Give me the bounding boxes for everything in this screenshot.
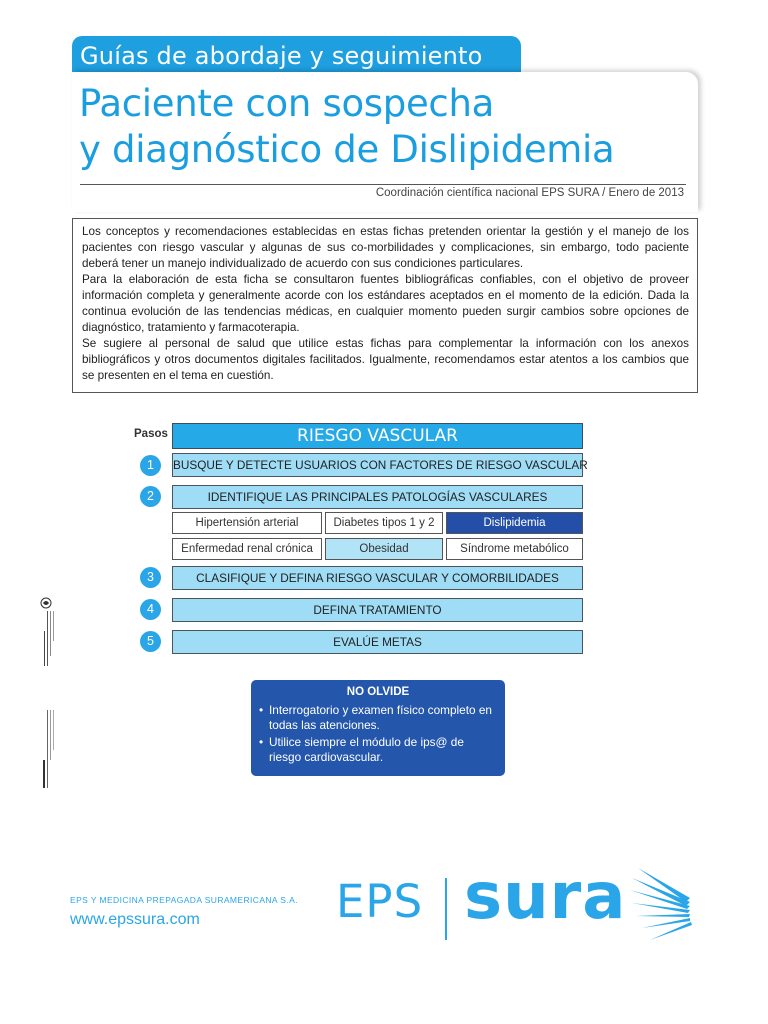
pathology-renal: Enfermedad renal crónica bbox=[172, 538, 322, 560]
pathology-metabolic-syndrome: Síndrome metabólico bbox=[446, 538, 583, 560]
page-title-line-1: Paciente con sospecha bbox=[79, 82, 494, 125]
step-1-badge: 1 bbox=[140, 455, 161, 476]
footer-website-link[interactable]: www.epssura.com bbox=[70, 911, 200, 928]
vigilado-supersalud-stamp bbox=[34, 596, 60, 672]
vigilado-superfinanciera-stamp bbox=[34, 708, 60, 792]
logo-separator bbox=[445, 878, 447, 940]
step-2-box: IDENTIFIQUE LAS PRINCIPALES PATOLOGÍAS VASCULARES bbox=[172, 485, 583, 509]
step-2-badge: 2 bbox=[140, 486, 161, 507]
reminder-item: • Utilice siempre el módulo de ips@ de riesgo cardiovascular. bbox=[259, 735, 497, 765]
step-4-badge: 4 bbox=[140, 599, 161, 620]
intro-paragraph-1: Los conceptos y recomendaciones establecidas en estas fichas pretenden orientar la gestión y el manejo de los pacientes con riesgo vascular y algunas de sus co-morbilidades y complicaciones, sin embargo, todo paciente deberá tener un manejo individualizado de acuerdo con sus condiciones particulares. bbox=[82, 225, 689, 270]
step-1-box: BUSQUE Y DETECTE USUARIOS CON FACTORES DE RIESGO VASCULAR bbox=[172, 453, 583, 477]
title-panel bbox=[72, 72, 698, 212]
vascular-risk-header: RIESGO VASCULAR bbox=[172, 423, 583, 449]
steps-label: Pasos bbox=[134, 428, 168, 440]
title-divider bbox=[80, 184, 686, 185]
pathology-obesity: Obesidad bbox=[325, 538, 443, 560]
reminder-item: • Interrogatorio y examen físico completo en todas las atenciones. bbox=[259, 703, 497, 733]
intro-paragraph-3: Se sugiere al personal de salud que utilice estas fichas para complementar la información con los anexos bibliográficos y otros documentos digitales facilitados. Igualmente, recomendamos estar atentos a los cambios que se presenten en el tema en cuestión. bbox=[82, 337, 689, 382]
intro-paragraph-2: Para la elaboración de esta ficha se consultaron fuentes bibliográficas confiables, con el objetivo de proveer información completa y generalmente acorde con los estándares aceptados en el momento de la edición. Dada la continua evolución de las tendencias médicas, en cualquier momento pueden surgir cambios sobre opciones de diagnóstico, tratamiento y farmacoterapia. bbox=[82, 273, 689, 334]
reminder-list bbox=[259, 703, 497, 765]
coordination-credit: Coordinación científica nacional EPS SURA / Enero de 2013 bbox=[375, 187, 684, 199]
guide-series-tab: Guías de abordaje y seguimiento bbox=[72, 36, 521, 76]
reminder-title: NO OLVIDE bbox=[346, 686, 410, 698]
pathology-hypertension: Hipertensión arterial bbox=[172, 512, 322, 534]
logo-sura-text: sura bbox=[464, 860, 627, 934]
pathology-diabetes: Diabetes tipos 1 y 2 bbox=[325, 512, 443, 534]
step-5-badge: 5 bbox=[140, 631, 161, 652]
step-5-box: EVALÚE METAS bbox=[172, 630, 583, 654]
intro-disclaimer-box bbox=[72, 218, 698, 393]
logo-eps-text: EPS bbox=[336, 875, 424, 928]
step-3-box: CLASIFIQUE Y DEFINA RIESGO VASCULAR Y COMORBILIDADES bbox=[172, 566, 583, 590]
sura-wing-icon bbox=[628, 866, 698, 946]
reminder-box bbox=[251, 680, 505, 776]
step-4-box: DEFINA TRATAMIENTO bbox=[172, 598, 583, 622]
pathology-dyslipidemia: Dislipidemia bbox=[446, 512, 583, 534]
step-3-badge: 3 bbox=[140, 567, 161, 588]
footer-company: EPS Y MEDICINA PREPAGADA SURAMERICANA S.A. bbox=[70, 895, 298, 905]
page-title-line-2: y diagnóstico de Dislipidemia bbox=[79, 128, 615, 171]
